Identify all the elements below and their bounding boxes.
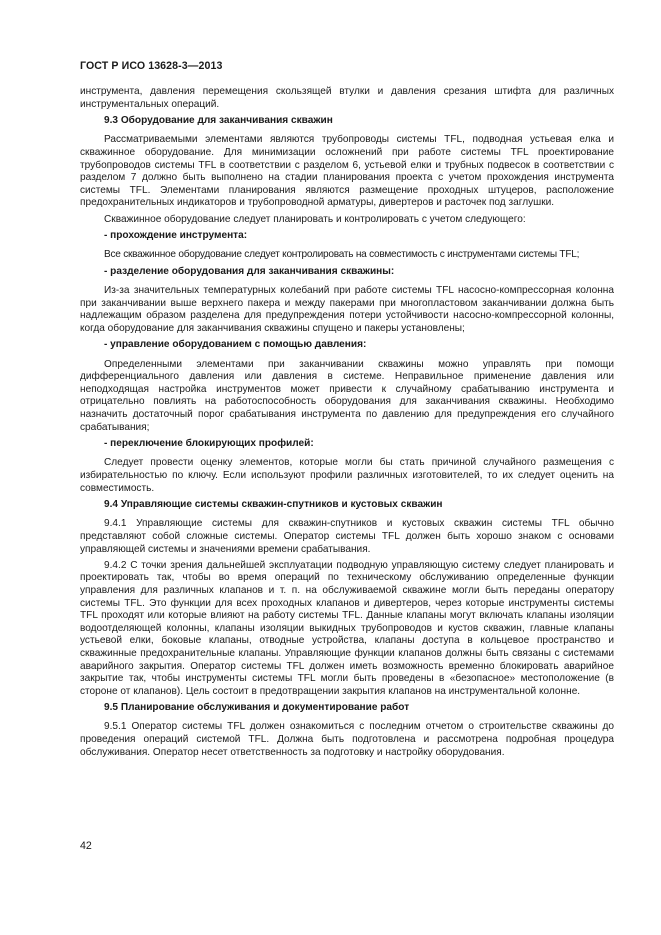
- paragraph: 9.5.1 Оператор системы TFL должен ознакомиться с последним отчетом о строительстве скважины до проведения операций системой TFL. Должна быть подготовлена и рассмотрена подробная процедура обслуживания. Оператор несет ответственность за подготовку и настройку оборудования.: [80, 721, 614, 758]
- list-item-heading: - разделение оборудования для заканчивания скважины:: [104, 265, 395, 277]
- paragraph: 9.4.2 С точки зрения дальнейшей эксплуатации подводную управляющую систему следует планировать и проектировать так, чтобы во время операций по техническому обслуживанию определенные функции управления для различных клапанов и т. п. на обслуживаемой скважине могли быть переданы оператору системы TFL. Это функции для всех проходных клапанов и дивертеров, через которые инструменты системы TFL проходят или которые влияют на работу системы TFL. Данные клапаны могут включать клапаны изоляции водоотделяющей колонны, клапаны изоляции выкидных трубопроводов и кустов скважин, главные клапаны устьевой елки, боковые клапаны, отводные устройства, клапаны доступа в кольцевое пространство и скважинные предохранительные клапаны. Управляющие функции клапанов должны быть связаны с системами аварийного закрытия. Оператор системы TFL должен иметь возможность временно блокировать аварийное закрытие так, чтобы инструменты системы TFL могли быть проведены в «безопасное» местоположение (в стороне от клапанов). Цель состоит в предотвращении закрытия клапанов на инструментальной колонне.: [80, 559, 614, 697]
- section-heading: 9.5 Планирование обслуживания и документирование работ: [104, 701, 410, 713]
- list-item-heading: - управление оборудованием с помощью давления:: [104, 339, 367, 351]
- paragraph: Следует провести оценку элементов, которые могли бы стать причиной случайного размещения с избирательностью по ключу. Если используют профили различных изготовителей, то их следует оценить на совместимость.: [80, 457, 614, 494]
- paragraph: Определенными элементами при заканчивании скважины можно управлять при помощи дифференциального давления или давления в системе. Неправильное применение давления или неподходящая настройка инструментов может привести к случайному срабатыванию инструмента и отрицательно повлиять на работоспособность оборудования для заканчивания скважины. Необходимо назначить достаточный порог срабатывания инструмента по давлению для предупреждения его случайного срабатывания;: [80, 358, 614, 433]
- paragraph: 9.4.1 Управляющие системы для скважин-спутников и кустовых скважин системы TFL обычно представляют собой сложные системы. Оператор системы TFL должен быть хорошо знаком с основами управляющей системы и значениями времени срабатывания.: [80, 518, 614, 555]
- paragraph: инструмента, давления перемещения скользящей втулки и давления срезания штифта для различных инструментальных операций.: [80, 86, 614, 110]
- paragraph: Из-за значительных температурных колебаний при работе системы TFL насосно-компрессорная колонна при заканчивании выше верхнего пакера и между пакерами при многопластовом заканчивании должна быть надлежащим образом разделена для предупреждения потери устойчивости насосно-компрессорной колонны, когда оборудование для заканчивания скважины спущено и пакеры установлены;: [80, 285, 614, 334]
- list-item-heading: - прохождение инструмента:: [104, 229, 248, 241]
- paragraph: Скважинное оборудование следует планировать и контролировать с учетом следующего:: [104, 213, 526, 225]
- section-heading: 9.3 Оборудование для заканчивания скважин: [104, 114, 333, 126]
- document-body: [80, 86, 614, 763]
- paragraph: Рассматриваемыми элементами являются трубопроводы системы TFL, подводная устьевая елка и скважинное оборудование. Для минимизации осложнений при работе системы TFL проектирование трубопроводов системы TFL в соответствии с разделом 6, устьевой елки и трубных подвесок в соответствии с разделом 7 должно быть выполнено на стадии планирования проекта с учетом прохождения инструмента системы TFL. Элементами планирования являются размещение проходных штуцеров, расположение предохранительных индикаторов и трубопроводной арматуры, дивертеров и расточек под заглушки.: [80, 134, 614, 209]
- list-item-heading: - переключение блокирующих профилей:: [104, 437, 314, 449]
- section-heading: 9.4 Управляющие системы скважин-спутников и кустовых скважин: [104, 498, 443, 510]
- paragraph: Все скважинное оборудование следует контролировать на совместимость с инструментами системы TFL;: [104, 249, 580, 261]
- standard-header: ГОСТ Р ИСО 13628-3—2013: [80, 60, 223, 72]
- page-number: 42: [80, 840, 92, 852]
